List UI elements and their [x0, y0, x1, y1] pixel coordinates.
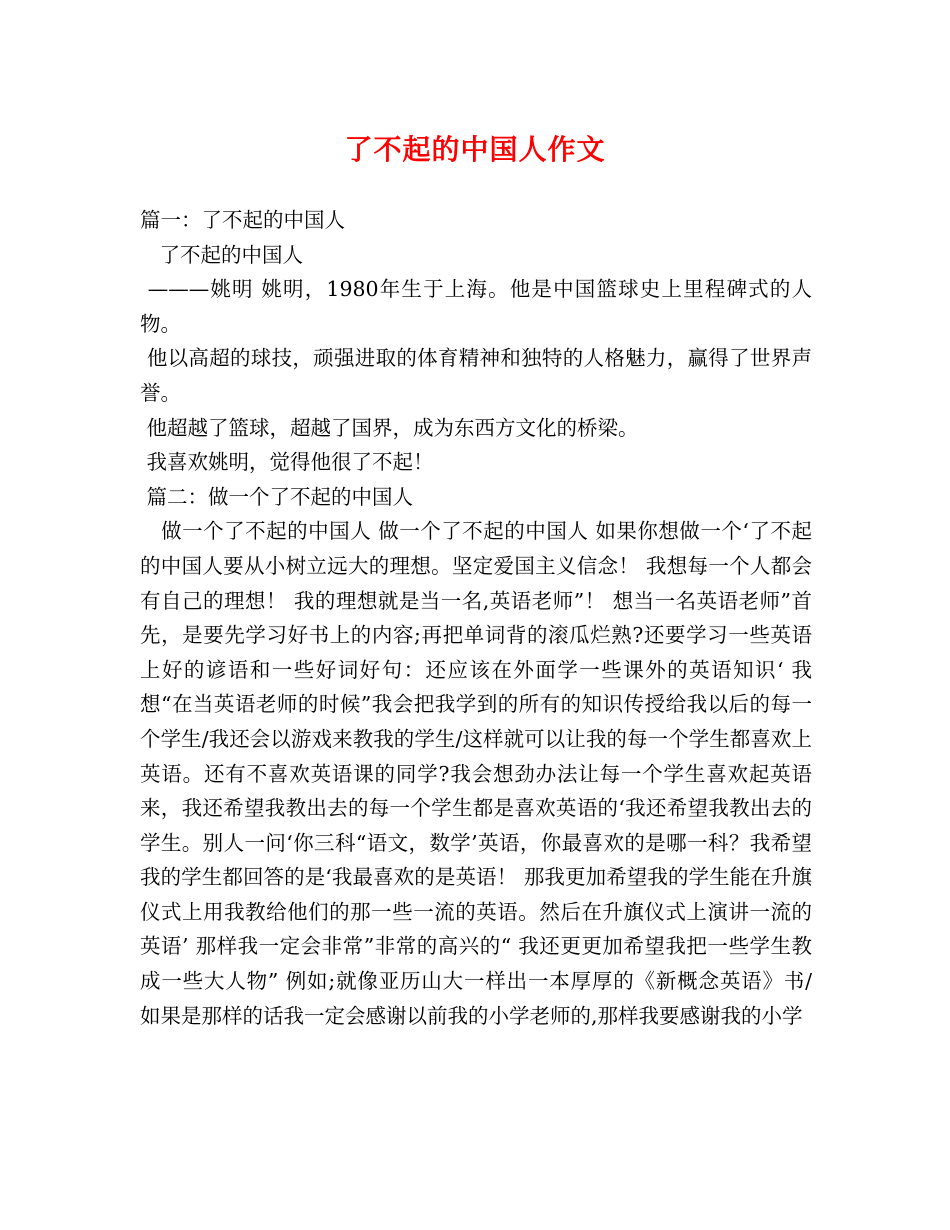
- paragraph: 做一个了不起的中国人 做一个了不起的中国人 如果你想做一个‘了不起的中国人要从小树立远大的理想。坚定爱国主义信念！ 我想每一个人都会有自己的理想！ 我的理想就是当一名,英语老师”！ 想当一名英语老师”首先，是要先学习好书上的内容;再把单词背的滚瓜烂熟?还要学习一些英语上好的谚语和一些好词好句：还应该在外面学一些课外的英语知识‘ 我想“在当英语老师的时候”我会把我学到的所有的知识传授给我以后的每一个学生/我还会以游戏来教我的学生/这样就可以让我的每一个学生都喜欢上英语。还有不喜欢英语课的同学?我会想劲办法让每一个学生喜欢起英语来，我还希望我教出去的每一个学生都是喜欢英语的‘我还希望我教出去的学生。别人一问‘你三科“语文，数学’英语，你最喜欢的是哪一科？我希望我的学生都回答的是‘我最喜欢的是英语！ 那我更加希望我的学生能在升旗仪式上用我教给他们的那一些一流的英语。然后在升旗仪式上演讲一流的英语’ 那样我一定会非常”非常的高兴的“ 我还更更加希望我把一些学生教成一些大人物” 例如;就像亚历山大一样出一本厚厚的《新概念英语》书/ 如果是那样的话我一定会感谢以前我的小学老师的,那样我要感谢我的小学: [140, 519, 819, 1028]
- paragraph: 我喜欢姚明，觉得他很了不起！: [140, 450, 434, 475]
- section-heading-2: 篇二：做一个了不起的中国人: [140, 484, 414, 509]
- document-title: 了不起的中国人作文: [344, 133, 606, 166]
- paragraph: 他以高超的球技，顽强进取的体育精神和独特的人格魅力，赢得了世界声誉。: [140, 346, 812, 405]
- article-title-1: 了不起的中国人: [140, 242, 304, 267]
- paragraph: 他超越了篮球，超越了国界，成为东西方文化的桥梁。: [140, 415, 639, 440]
- document-body: [140, 203, 819, 1033]
- paragraph: ———姚明 姚明，1980年生于上海。他是中国篮球史上里程碑式的人物。: [140, 277, 812, 336]
- section-heading-1: 篇一：了不起的中国人: [140, 208, 345, 232]
